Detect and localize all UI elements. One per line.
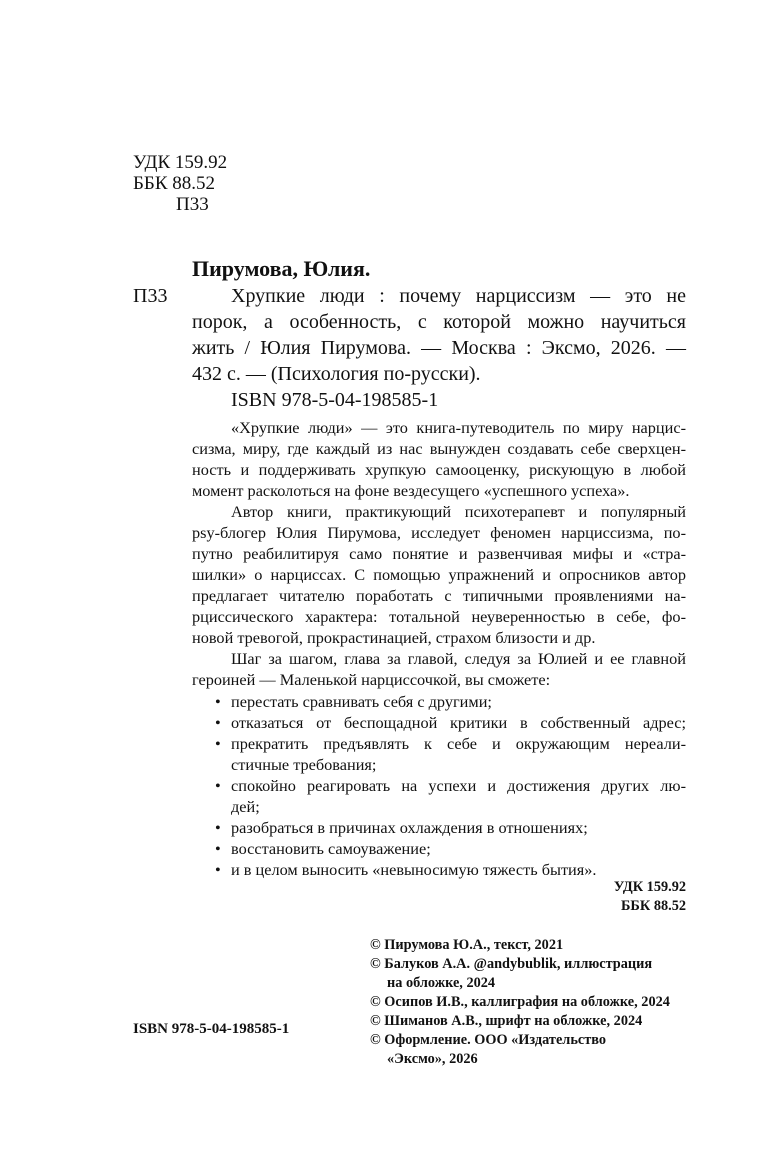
bbk-index: ББК 88.52	[620, 898, 686, 914]
title-line-2: порок, а особенность, с которой можно научиться	[192, 311, 686, 333]
annotation-p1-line: ность и поддерживать хрупкую самооценку, рискующую в любой	[192, 460, 686, 479]
udk-index: УДК 159.92	[613, 879, 686, 895]
bullet-item-continuation: стичные требования;	[231, 755, 377, 774]
bullet-item: прекратить предъявлять к себе и окружающим нереали-	[231, 734, 686, 753]
author-sign: П33	[133, 285, 168, 307]
bullet-item: перестать сравнивать себя с другими;	[231, 692, 492, 711]
annotation-p2-line: шилки» о нарциссах. С помощью упражнений и опросников автор	[192, 565, 686, 584]
isbn-record: ISBN 978-5-04-198585-1	[231, 389, 439, 411]
annotation-p2-line: путно реабилитируя само понятие и развенчивая мифы и «стра-	[192, 544, 686, 563]
bullet-marker: •	[215, 734, 221, 753]
copyright-line: © Балуков А.А. @andybublik, иллюстрация	[370, 956, 653, 972]
bullet-item: отказаться от беспощадной критики в собственный адрес;	[231, 713, 686, 732]
bbk-code: ББК 88.52	[133, 173, 215, 194]
annotation-p1-line: сизма, миру, где каждый из нас вынужден создавать себе сверхцен-	[192, 439, 686, 458]
bullet-item: спокойно реагировать на успехи и достижения других лю-	[231, 776, 686, 795]
annotation-p1-line: «Хрупкие люди» — это книга-путеводитель по миру нарцис-	[231, 418, 686, 437]
annotation-p2-line: рциссического характера: тотальной неуверенностью в себе, фо-	[192, 607, 686, 626]
copyright-line: © Осипов И.В., каллиграфия на обложке, 2024	[370, 994, 670, 1010]
annotation-p3-line: героиней — Маленькой нарциссочкой, вы сможете:	[192, 670, 551, 689]
bullet-item: разобраться в причинах охлаждения в отношениях;	[231, 818, 588, 837]
bullet-item: восстановить самоуважение;	[231, 839, 431, 858]
bullet-marker: •	[215, 692, 221, 711]
annotation-p2-line: предлагает читателю поработать с типичными проявлениями на-	[192, 586, 686, 605]
title-line-4: 432 с. — (Психология по-русски).	[192, 363, 481, 385]
title-line-1: Хрупкие люди : почему нарциссизм — это не	[231, 285, 686, 307]
bullet-marker: •	[215, 839, 221, 858]
annotation-p2-line: Автор книги, практикующий психотерапевт и популярный	[231, 502, 686, 521]
bullet-marker: •	[215, 776, 221, 795]
copyright-line: © Оформление. ООО «Издательство	[370, 1032, 607, 1048]
annotation-p2-line: psy-блогер Юлия Пирумова, исследует феномен нарциссизма, по-	[192, 523, 686, 542]
copyright-line-continuation: на обложке, 2024	[387, 975, 496, 991]
title-line-3: жить / Юлия Пирумова. — Москва : Эксмо, 2026. —	[192, 337, 686, 359]
copyright-line: © Шиманов А.В., шрифт на обложке, 2024	[370, 1013, 643, 1029]
bullet-marker: •	[215, 818, 221, 837]
bullet-item-continuation: дей;	[231, 797, 260, 816]
copyright-line: © Пирумова Ю.А., текст, 2021	[370, 937, 564, 953]
isbn-bottom: ISBN 978-5-04-198585-1	[133, 1021, 290, 1037]
udk-code: УДК 159.92	[133, 152, 228, 173]
annotation-p1-line: момент расколоться на фоне вездесущего «успешного успеха».	[192, 481, 630, 500]
author-sign-code: П33	[176, 194, 209, 215]
author-heading: Пирумова, Юлия.	[192, 256, 371, 281]
annotation-p2-line: новой тревогой, прокрастинацией, страхом близости и др.	[192, 628, 596, 647]
bullet-marker: •	[215, 860, 221, 879]
bullet-item: и в целом выносить «невыносимую тяжесть бытия».	[231, 860, 597, 879]
annotation-p3-line: Шаг за шагом, глава за главой, следуя за Юлией и ее главной	[231, 649, 686, 668]
copyright-line-continuation: «Эксмо», 2026	[387, 1051, 478, 1067]
bullet-marker: •	[215, 713, 221, 732]
